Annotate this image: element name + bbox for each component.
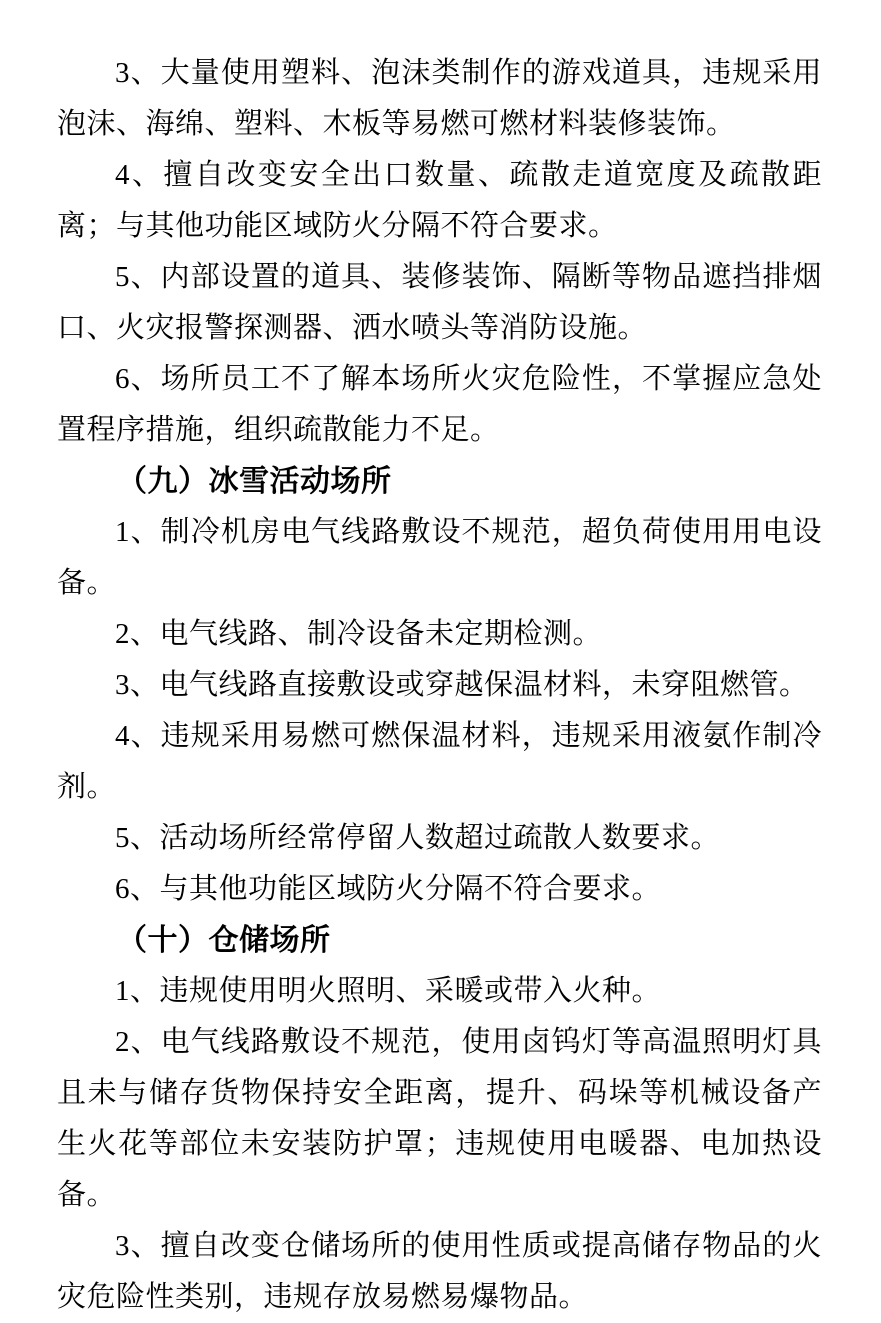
list-item — [57, 660, 822, 711]
item-text: 违规使用明火照明、采暖或带入火种。 — [159, 975, 662, 1007]
item-number: 6、 — [115, 873, 160, 905]
item-number: 4、 — [115, 720, 161, 752]
list-item — [57, 354, 822, 456]
item-number: 4、 — [115, 159, 164, 191]
list-item — [57, 1221, 822, 1323]
list-item — [57, 813, 822, 864]
item-text: 与其他功能区域防火分隔不符合要求。 — [159, 873, 662, 905]
document-body — [57, 48, 822, 1323]
item-text: 擅自改变仓储场所的使用性质或提高储存物品的火灾危险性类别，违规存放易燃易爆物品。 — [57, 1230, 822, 1313]
list-item — [57, 711, 822, 813]
section-heading: （九）冰雪活动场所 — [117, 465, 392, 498]
item-number: 2、 — [115, 1026, 161, 1058]
item-text: 擅自改变安全出口数量、疏散走道宽度及疏散距离；与其他功能区域防火分隔不符合要求。 — [57, 159, 822, 242]
item-number: 5、 — [115, 822, 160, 854]
list-item — [57, 1017, 822, 1221]
item-text: 电气线路直接敷设或穿越保温材料，未穿阻燃管。 — [159, 669, 809, 701]
item-text: 大量使用塑料、泡沫类制作的游戏道具，违规采用泡沫、海绵、塑料、木板等易燃可燃材料装修装饰。 — [57, 57, 822, 140]
item-text: 场所员工不了解本场所火灾危险性，不掌握应急处置程序措施，组织疏散能力不足。 — [57, 363, 822, 446]
list-item — [57, 507, 822, 609]
item-text: 违规采用易燃可燃保温材料，违规采用液氨作制冷剂。 — [57, 720, 822, 803]
list-item — [57, 966, 822, 1017]
item-text: 电气线路、制冷设备未定期检测。 — [159, 618, 603, 650]
item-number: 6、 — [115, 363, 161, 395]
item-text: 电气线路敷设不规范，使用卤钨灯等高温照明灯具且未与储存货物保持安全距离，提升、码垛等机械设备产生火花等部位未安装防护罩；违规使用电暖器、电加热设备。 — [57, 1026, 822, 1211]
item-text: 内部设置的道具、装修装饰、隔断等物品遮挡排烟口、火灾报警探测器、洒水喷头等消防设施。 — [57, 261, 822, 344]
item-number: 3、 — [115, 57, 161, 89]
item-text: 制冷机房电气线路敷设不规范，超负荷使用用电设备。 — [57, 516, 822, 599]
list-item — [57, 150, 822, 252]
list-item — [57, 609, 822, 660]
item-number: 1、 — [115, 516, 161, 548]
list-item — [57, 864, 822, 915]
item-number: 1、 — [115, 975, 160, 1007]
item-number: 3、 — [115, 1230, 161, 1262]
item-text: 活动场所经常停留人数超过疏散人数要求。 — [159, 822, 721, 854]
list-item — [57, 252, 822, 354]
item-number: 5、 — [115, 261, 161, 293]
list-item — [57, 48, 822, 150]
item-number: 3、 — [115, 669, 160, 701]
item-number: 2、 — [115, 618, 160, 650]
section-heading: （十）仓储场所 — [117, 924, 331, 957]
